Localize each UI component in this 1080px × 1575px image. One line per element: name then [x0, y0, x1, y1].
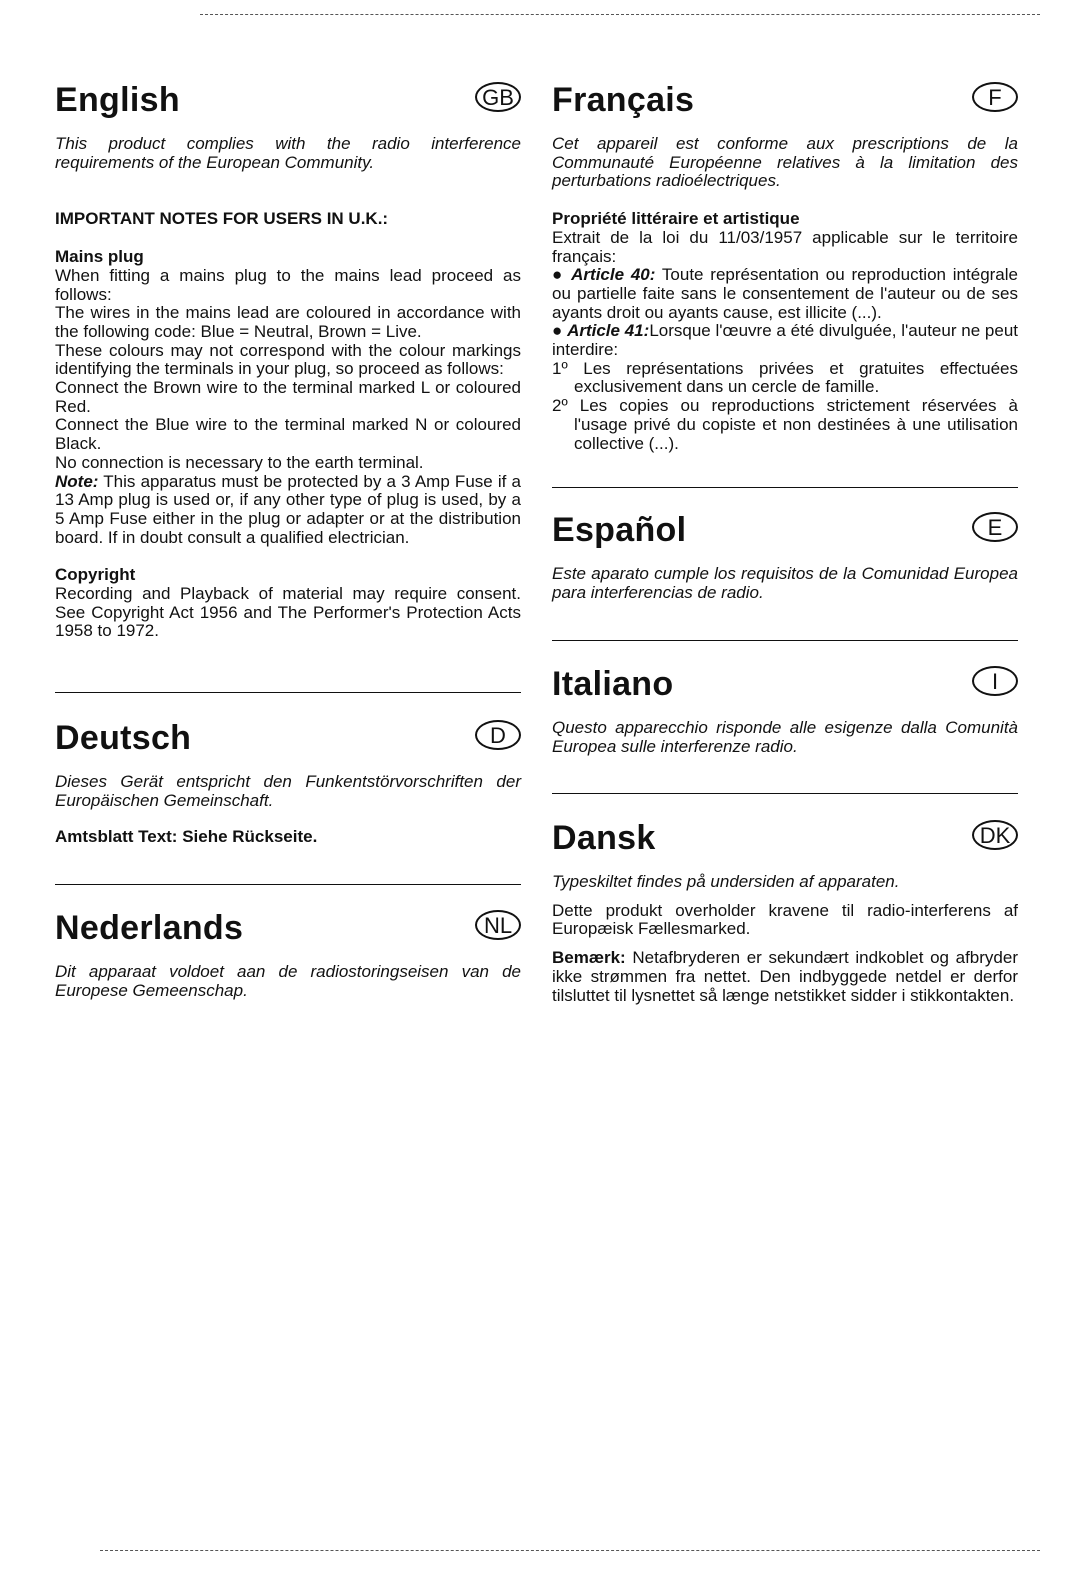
note-label: Note:	[55, 471, 99, 491]
mains-line: No connection is necessary to the earth terminal.	[55, 452, 424, 472]
english-intro: This product complies with the radio interference requirements of the European Community.	[55, 134, 521, 172]
fuse-note	[55, 473, 521, 548]
scan-artifact-top	[200, 14, 1040, 15]
article-41-text: Lorsque l'œuvre a été divulguée, l'auteur ne peut interdire:	[552, 321, 1018, 360]
article-40-label: Article 40:	[571, 265, 656, 285]
divider	[55, 692, 521, 693]
heading-deutsch: Deutsch	[55, 719, 192, 757]
section-nederlands	[55, 908, 521, 1000]
country-badge-nl: NL	[475, 910, 521, 940]
propriete-title: Propriété littéraire et artistique	[552, 209, 800, 229]
mains-plug-title: Mains plug	[55, 247, 144, 267]
country-badge-dk: DK	[972, 820, 1018, 850]
dansk-intro: Typeskiltet findes på undersiden af apparaten.	[552, 872, 900, 891]
heading-francais: Français	[552, 81, 695, 119]
copyright-title: Copyright	[55, 565, 136, 585]
italiano-intro: Questo apparecchio risponde alle esigenze dalla Comunità Europea sulle interferenze radio.	[552, 718, 1018, 756]
section-italiano	[552, 664, 1018, 756]
dansk-note-label: Bemærk:	[552, 948, 626, 968]
divider	[552, 640, 1018, 641]
mains-line: Connect the Brown wire to the terminal marked L or coloured Red.	[55, 378, 521, 416]
heading-english: English	[55, 81, 180, 119]
list-item: 2º Les copies ou reproductions strictement réservées à l'usage privé du copiste et non destinées à une utilisation collective (...).	[552, 396, 1018, 453]
country-badge-d: D	[475, 720, 521, 750]
deutsch-intro: Dieses Gerät entspricht den Funkentstörvorschriften der Europäischen Gemeinschaft.	[55, 772, 521, 810]
mains-line: These colours may not correspond with the colour markings identifying the terminals in your plug, so proceed as follows:	[55, 340, 521, 379]
country-badge-e: E	[972, 512, 1018, 542]
divider	[55, 884, 521, 885]
mains-line: When fitting a mains plug to the mains lead proceed as follows:	[55, 265, 521, 304]
propriete-text: Extrait de la loi du 11/03/1957 applicable sur le territoire français:	[552, 227, 1018, 266]
section-dansk	[552, 818, 1018, 1005]
heading-italiano: Italiano	[552, 665, 674, 703]
country-badge-i: I	[972, 666, 1018, 696]
mains-line: Connect the Blue wire to the terminal marked N or coloured Black.	[55, 415, 521, 454]
divider	[552, 487, 1018, 488]
note-text: This apparatus must be protected by a 3 Amp Fuse if a 13 Amp plug is used or, if any other type of plug is used, by a 5 Amp Fuse either in the plug or adapter or at the distribution board. If in doubt consult a qualified electrician.	[55, 471, 521, 547]
mains-line: The wires in the mains lead are coloured in accordance with the following code: Blue = Neutral, Brown = Live.	[55, 303, 521, 341]
heading-dansk: Dansk	[552, 819, 656, 857]
divider	[552, 793, 1018, 794]
deutsch-note: Amtsblatt Text: Siehe Rückseite.	[55, 827, 318, 847]
article-41: ● Article 41:Lorsque l'œuvre a été divulguée, l'auteur ne peut interdire:	[552, 321, 1018, 360]
country-badge-gb: GB	[475, 82, 521, 112]
list-item: 1º Les représentations privées et gratuites effectuées exclusivement dans un cercle de famille.	[552, 358, 1018, 397]
section-english	[55, 80, 521, 641]
country-badge-f: F	[972, 82, 1018, 112]
section-deutsch	[55, 718, 521, 847]
nederlands-intro: Dit apparaat voldoet aan de radiostoringseisen van de Europese Gemeenschap.	[55, 962, 521, 1000]
important-notes-heading: IMPORTANT NOTES FOR USERS IN U.K.:	[55, 209, 389, 229]
article-40: ● Article 40: Toute représentation ou reproduction intégrale ou partielle faite sans le consentement de l'auteur ou de ses ayants droit ou ayants cause, est illicite (...).	[552, 265, 1018, 322]
copyright-text: Recording and Playback of material may require consent. See Copyright Act 1956 and The Performer's Protection Acts 1958 to 1972.	[55, 584, 521, 641]
dansk-note	[552, 949, 1018, 1005]
section-francais	[552, 80, 1018, 453]
heading-espanol: Español	[552, 511, 687, 549]
article-40-text: Toute représentation ou reproduction intégrale ou partielle faite sans le consentement de l'auteur ou de ses ayants droit ou ayants cause, est illicite (...).	[552, 265, 1018, 322]
heading-nederlands: Nederlands	[55, 909, 244, 947]
article-41-label: Article 41:	[567, 321, 650, 341]
dansk-text: Dette produkt overholder kravene til radio-interferens af Europæisk Fællesmarked.	[552, 900, 1018, 939]
francais-intro: Cet appareil est conforme aux prescriptions de la Communauté Européenne relatives à la limitation des perturbations radioélectriques.	[552, 134, 1018, 191]
section-espanol	[552, 510, 1018, 602]
dansk-note-text: Netafbryderen er sekundært indkoblet og afbryder ikke strømmen fra nettet. Den indbyggede netdel er derfor tilsluttet til lysnettet så længe netstikket sidder i stikkontakten.	[552, 948, 1018, 1005]
espanol-intro: Este aparato cumple los requisitos de la Comunidad Europea para interferencias de radio.	[552, 564, 1018, 602]
scan-artifact-bottom	[100, 1550, 1040, 1551]
